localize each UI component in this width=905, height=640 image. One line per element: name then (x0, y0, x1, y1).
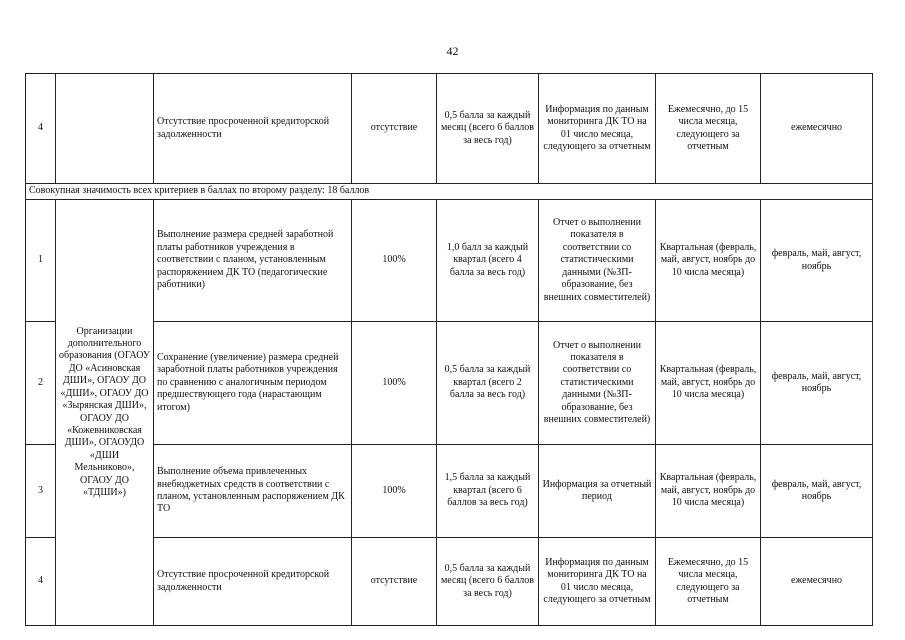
deadline-cell: Квартальная (февраль, май, август, ноябрь до 10 числа месяца) (656, 200, 761, 322)
score-cell: 0,5 балла за каждый квартал (всего 2 балла за весь год) (437, 322, 539, 445)
table-row-top (26, 74, 873, 184)
deadline-cell: Ежемесячно, до 15 числа месяца, следующего за отчетным (656, 74, 761, 184)
deadline-cell: Квартальная (февраль, май, август, ноябрь до 10 числа месяца) (656, 445, 761, 538)
period-cell: февраль, май, август, ноябрь (761, 445, 873, 538)
page-number: 42 (446, 44, 459, 58)
target-cell: 100% (352, 200, 437, 322)
organization-cell: Организации дополнительного образования (ОГАОУ ДО «Асиновская ДШИ», ОГАОУ ДО «ДШИ», ОГАОУ ДО «Зырянская ДШИ», ОГАОУ ДО «Кожевниковская ДШИ», ОГАОУДО «ДШИ Мельниково», ОГАОУ ДО «ТДШИ») (56, 200, 154, 626)
score-cell: 0,5 балла за каждый месяц (всего 6 баллов за весь год) (437, 74, 539, 184)
table-row (26, 200, 873, 322)
target-cell: отсутствие (352, 538, 437, 626)
criterion-cell: Выполнение размера средней заработной платы работников учреждения в соответствии с планом, установленным распоряжением ДК ТО (педагогические работники) (154, 200, 352, 322)
criterion-cell: Выполнение объема привлеченных внебюджетных средств в соответствии с планом, установленным распоряжением ДК ТО (154, 445, 352, 538)
criterion-cell: Отсутствие просроченной кредиторской задолженности (154, 74, 352, 184)
criteria-table (25, 73, 873, 626)
table-row (26, 322, 873, 445)
score-cell: 1,5 балла за каждый квартал (всего 6 баллов за весь год) (437, 445, 539, 538)
target-cell: 100% (352, 445, 437, 538)
period-cell: ежемесячно (761, 74, 873, 184)
row-number: 2 (26, 322, 56, 445)
period-cell: ежемесячно (761, 538, 873, 626)
score-cell: 1,0 балл за каждый квартал (всего 4 балла за весь год) (437, 200, 539, 322)
period-cell: февраль, май, август, ноябрь (761, 322, 873, 445)
target-cell: 100% (352, 322, 437, 445)
source-cell: Информация за отчетный период (539, 445, 656, 538)
summary-text: Совокупная значимость всех критериев в баллах по второму разделу: 18 баллов (26, 184, 873, 200)
table-row (26, 538, 873, 626)
score-cell: 0,5 балла за каждый месяц (всего 6 баллов за весь год) (437, 538, 539, 626)
source-cell: Отчет о выполнении показателя в соответствии со статистическими данными (№ЗП-образование, без внешних совместителей) (539, 200, 656, 322)
table-row (26, 445, 873, 538)
row-number: 1 (26, 200, 56, 322)
deadline-cell: Квартальная (февраль, май, август, ноябрь до 10 числа месяца) (656, 322, 761, 445)
row-number: 3 (26, 445, 56, 538)
row-number: 4 (26, 74, 56, 184)
source-cell: Информация по данным мониторинга ДК ТО на 01 число месяца, следующего за отчетным (539, 74, 656, 184)
organization-cell-empty (56, 74, 154, 184)
deadline-cell: Ежемесячно, до 15 числа месяца, следующего за отчетным (656, 538, 761, 626)
target-cell: отсутствие (352, 74, 437, 184)
summary-row (26, 184, 873, 200)
period-cell: февраль, май, август, ноябрь (761, 200, 873, 322)
source-cell: Информация по данным мониторинга ДК ТО на 01 число месяца, следующего за отчетным (539, 538, 656, 626)
row-number: 4 (26, 538, 56, 626)
source-cell: Отчет о выполнении показателя в соответствии со статистическими данными (№ЗП-образование, без внешних совместителей) (539, 322, 656, 445)
criterion-cell: Отсутствие просроченной кредиторской задолженности (154, 538, 352, 626)
criterion-cell: Сохранение (увеличение) размера средней заработной платы работников учреждения по сравнению с аналогичным периодом предшествующего года (нарастающим итогом) (154, 322, 352, 445)
